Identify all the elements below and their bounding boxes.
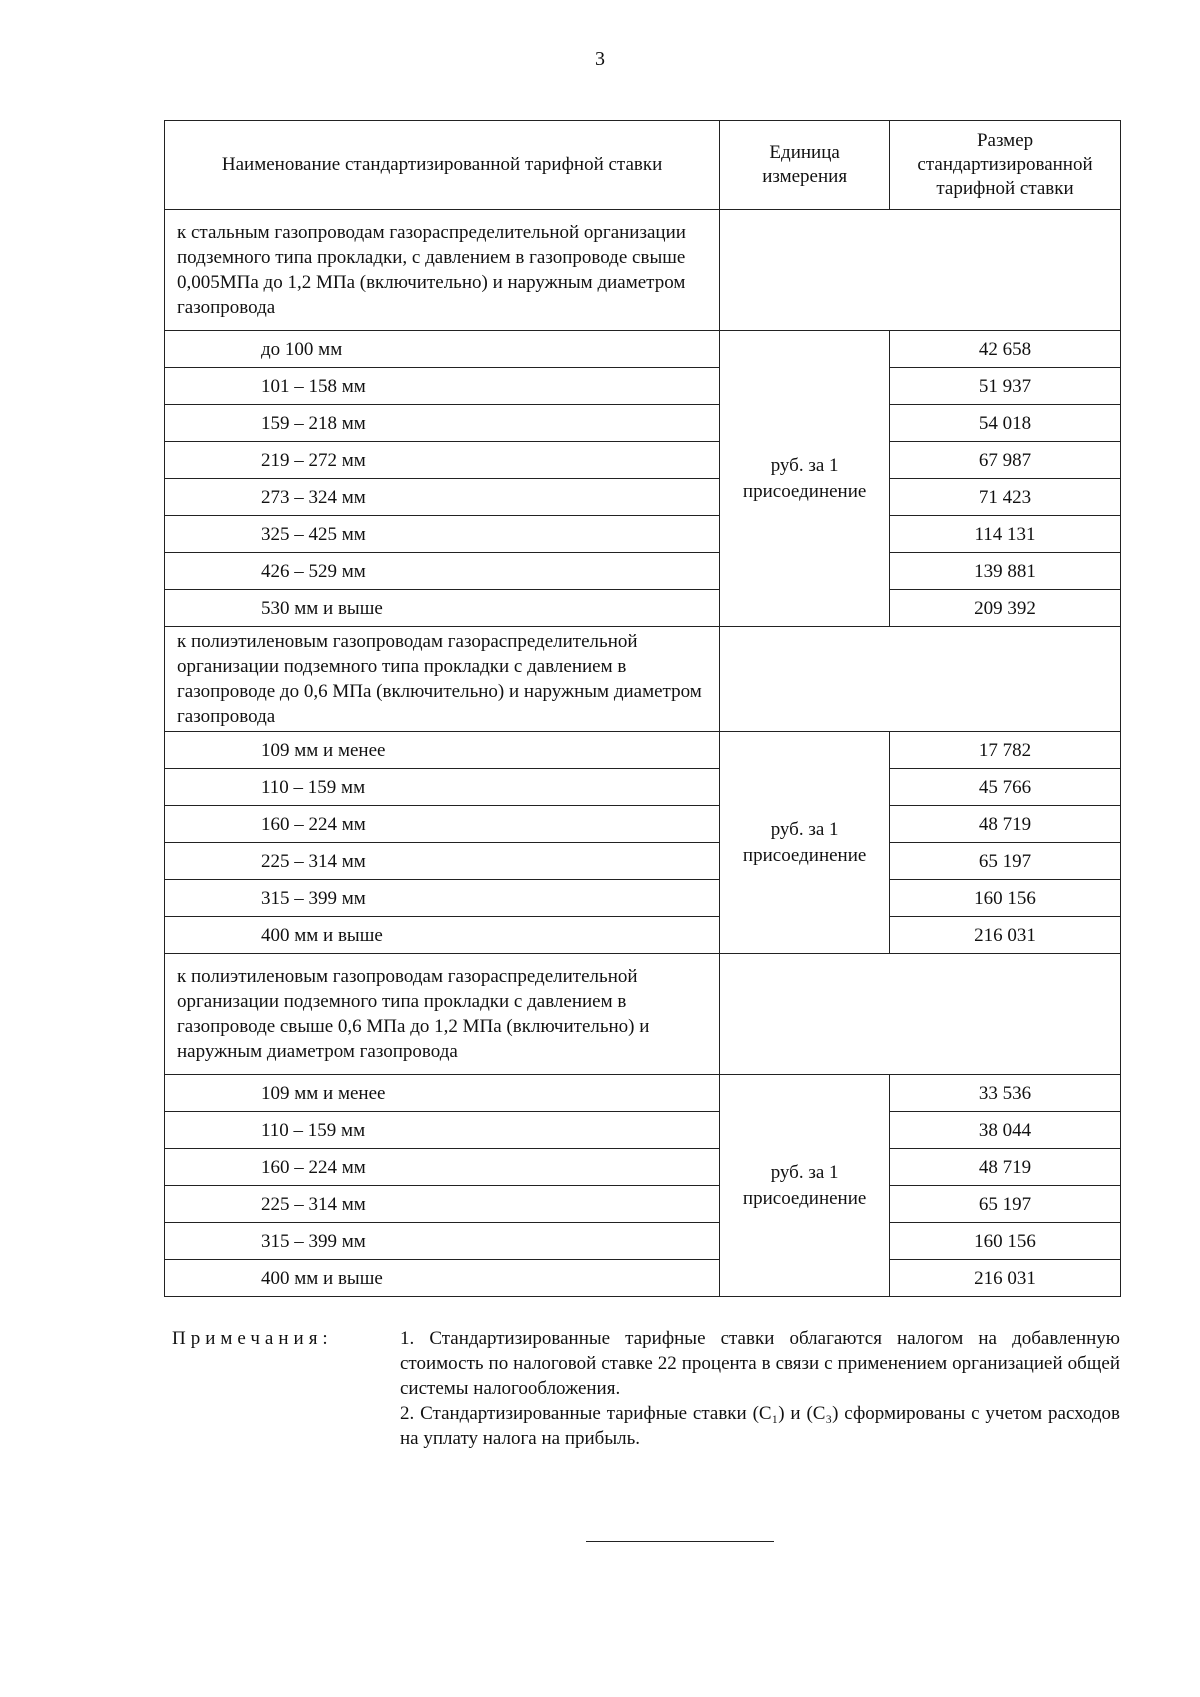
table-row xyxy=(165,368,1121,405)
diameter-range: 225 – 314 мм xyxy=(165,843,720,880)
page-number: 3 xyxy=(595,48,605,70)
tariff-value: 54 018 xyxy=(890,405,1121,442)
tariff-value: 67 987 xyxy=(890,442,1121,479)
table-row xyxy=(165,553,1121,590)
table-row xyxy=(165,769,1121,806)
table-row xyxy=(165,843,1121,880)
unit-of-measure: руб. за 1 присоединение xyxy=(720,331,890,627)
table-row xyxy=(165,880,1121,917)
table-row xyxy=(165,806,1121,843)
diameter-range: 400 мм и выше xyxy=(165,917,720,954)
bottom-divider xyxy=(586,1541,774,1542)
diameter-range: 160 – 224 мм xyxy=(165,1149,720,1186)
diameter-range: 400 мм и выше xyxy=(165,1260,720,1297)
table-row xyxy=(165,590,1121,627)
tariff-table xyxy=(164,120,1121,1297)
diameter-range: 159 – 218 мм xyxy=(165,405,720,442)
table-row xyxy=(165,1223,1121,1260)
diameter-range: до 100 мм xyxy=(165,331,720,368)
diameter-range: 225 – 314 мм xyxy=(165,1186,720,1223)
unit-of-measure: руб. за 1 присоединение xyxy=(720,1075,890,1297)
tariff-value: 42 658 xyxy=(890,331,1121,368)
diameter-range: 110 – 159 мм xyxy=(165,769,720,806)
diameter-range: 426 – 529 мм xyxy=(165,553,720,590)
section-title: к полиэтиленовым газопроводам газораспределительной организации подземного типа прокладки с давлением в газопроводе свыше 0,6 МПа до 1,2 МПа (включительно) и наружным диаметром газопровода xyxy=(165,954,720,1075)
tariff-value: 160 156 xyxy=(890,880,1121,917)
diameter-range: 325 – 425 мм xyxy=(165,516,720,553)
tariff-value: 139 881 xyxy=(890,553,1121,590)
tariff-value: 38 044 xyxy=(890,1112,1121,1149)
diameter-range: 315 – 399 мм xyxy=(165,880,720,917)
table-row xyxy=(165,732,1121,769)
note-item: 1. Стандартизированные тарифные ставки облагаются налогом на добавленную стоимость по налоговой ставке 22 процента в связи с применением организацией общей системы налогообложения. xyxy=(400,1328,1120,1399)
header-unit: Единица измерения xyxy=(720,121,890,210)
notes-list xyxy=(400,1326,1120,1451)
diameter-range: 109 мм и менее xyxy=(165,1075,720,1112)
tariff-value: 209 392 xyxy=(890,590,1121,627)
tariff-value: 65 197 xyxy=(890,1186,1121,1223)
diameter-range: 530 мм и выше xyxy=(165,590,720,627)
diameter-range: 110 – 159 мм xyxy=(165,1112,720,1149)
header-name: Наименование стандартизированной тарифной ставки xyxy=(165,121,720,210)
table-row xyxy=(165,1149,1121,1186)
section-empty-cell xyxy=(720,210,1121,331)
section-title-row xyxy=(165,210,1121,331)
tariff-value: 216 031 xyxy=(890,1260,1121,1297)
tariff-value: 48 719 xyxy=(890,806,1121,843)
table-row xyxy=(165,516,1121,553)
section-title: к стальным газопроводам газораспределительной организации подземного типа прокладки, с давлением в газопроводе свыше 0,005МПа до 1,2 МПа (включительно) и наружным диаметром газопровода xyxy=(165,210,720,331)
table-row xyxy=(165,1186,1121,1223)
section-title-row xyxy=(165,954,1121,1075)
diameter-range: 109 мм и менее xyxy=(165,732,720,769)
header-size: Размер стандартизированной тарифной ставки xyxy=(890,121,1121,210)
table-row xyxy=(165,405,1121,442)
table-header-row xyxy=(165,121,1121,210)
section-title-row xyxy=(165,627,1121,732)
table-row xyxy=(165,331,1121,368)
table-row xyxy=(165,479,1121,516)
table-row xyxy=(165,1260,1121,1297)
tariff-value: 48 719 xyxy=(890,1149,1121,1186)
tariff-value: 45 766 xyxy=(890,769,1121,806)
tariff-value: 114 131 xyxy=(890,516,1121,553)
diameter-range: 219 – 272 мм xyxy=(165,442,720,479)
tariff-value: 216 031 xyxy=(890,917,1121,954)
table-body xyxy=(165,210,1121,1297)
diameter-range: 315 – 399 мм xyxy=(165,1223,720,1260)
table-row xyxy=(165,1112,1121,1149)
tariff-value: 17 782 xyxy=(890,732,1121,769)
table-row xyxy=(165,442,1121,479)
table-row xyxy=(165,917,1121,954)
diameter-range: 273 – 324 мм xyxy=(165,479,720,516)
tariff-value: 33 536 xyxy=(890,1075,1121,1112)
tariff-value: 65 197 xyxy=(890,843,1121,880)
section-title: к полиэтиленовым газопроводам газораспределительной организации подземного типа прокладки с давлением в газопроводе до 0,6 МПа (включительно) и наружным диаметром газопровода xyxy=(165,627,720,732)
tariff-value: 71 423 xyxy=(890,479,1121,516)
diameter-range: 160 – 224 мм xyxy=(165,806,720,843)
table-row xyxy=(165,1075,1121,1112)
section-empty-cell xyxy=(720,954,1121,1075)
tariff-value: 160 156 xyxy=(890,1223,1121,1260)
tariff-value: 51 937 xyxy=(890,368,1121,405)
notes-label: Примечания: xyxy=(172,1328,333,1349)
diameter-range: 101 – 158 мм xyxy=(165,368,720,405)
note-item: 2. Стандартизированные тарифные ставки (С₁) и (С₃) сформированы с учетом расходов на уплату налога на прибыль. xyxy=(400,1403,1120,1449)
unit-of-measure: руб. за 1 присоединение xyxy=(720,732,890,954)
section-empty-cell xyxy=(720,627,1121,732)
